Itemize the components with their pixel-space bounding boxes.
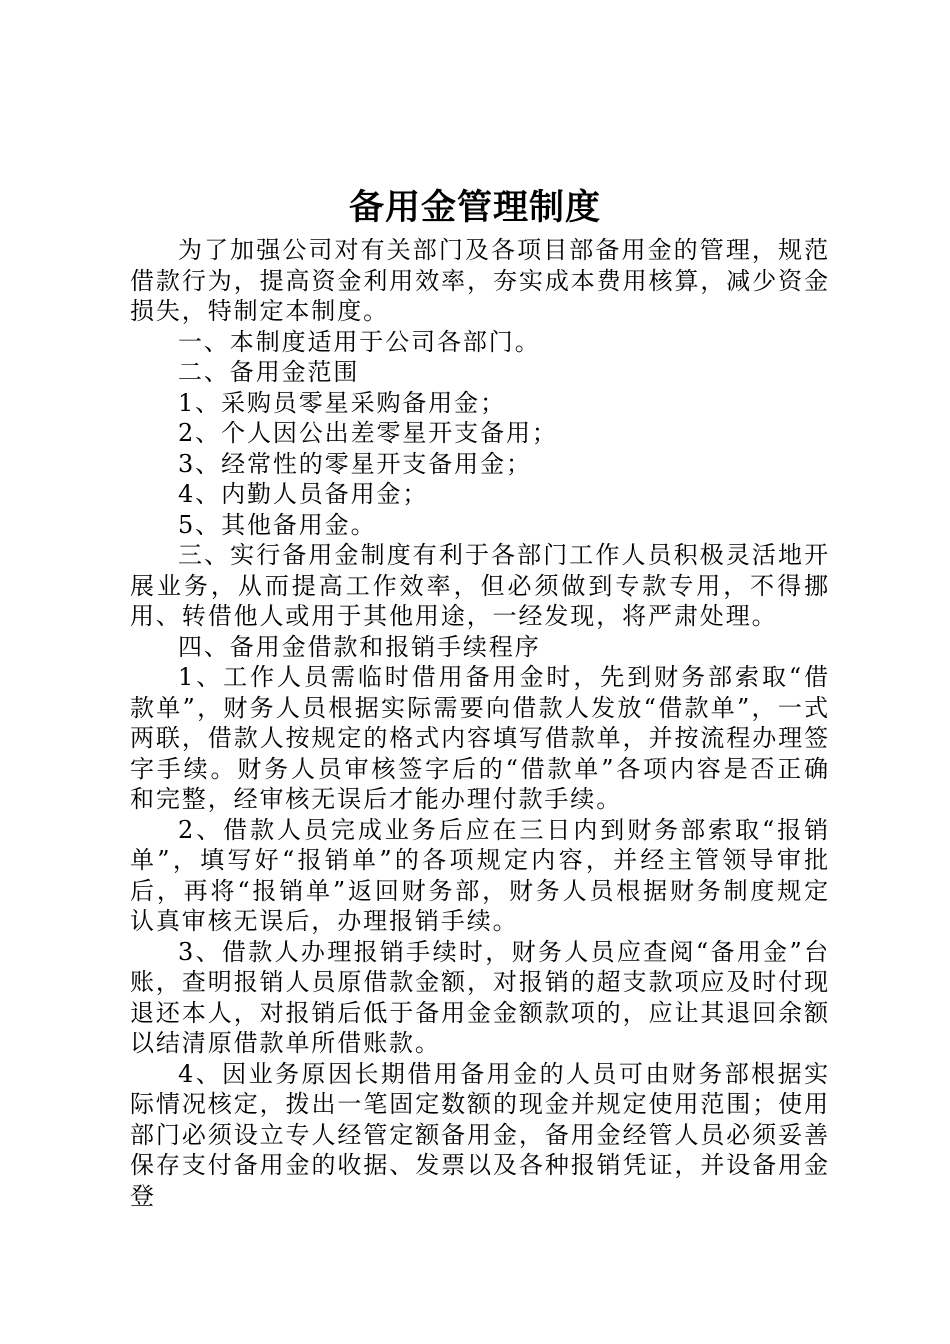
paragraph-list-item-1: 1、采购员零星采购备用金；	[178, 388, 506, 417]
document-title: 备用金管理制度	[348, 188, 601, 228]
paragraph-section-4: 四、备用金借款和报销手续程序	[178, 632, 541, 661]
paragraph-list-item-5: 5、其他备用金。	[178, 510, 377, 539]
paragraph-intro: 为了加强公司对有关部门及各项目部备用金的管理，规范借款行为，提高资金利用效率，夯实成本费用核算，减少资金损失，特制定本制度。	[130, 236, 830, 325]
paragraph-procedure-1: 1、工作人员需临时借用备用金时，先到财务部索取“借款单”，财务人员根据实际需要向借款人发放“借款单”，一式两联，借款人按规定的格式内容填写借款单，并按流程办理签字手续。财务人员审核签字后的“借款单”各项内容是否正确和完整，经审核无误后才能办理付款手续。	[130, 663, 830, 813]
paragraph-list-item-3: 3、经常性的零星开支备用金；	[178, 449, 532, 478]
paragraph-procedure-3: 3、借款人办理报销手续时，财务人员应查阅“备用金”台账，查明报销人员原借款金额，对报销的超支款项应及时付现退还本人，对报销后低于备用金金额款项的，应让其退回余额以结清原借款单所借账款。	[130, 937, 830, 1057]
document-body	[130, 235, 830, 1211]
paragraph-list-item-4: 4、内勤人员备用金；	[178, 480, 429, 508]
paragraph-procedure-4: 4、因业务原因长期借用备用金的人员可由财务部根据实际情况核定，拨出一笔固定数额的现金并规定使用范围；使用部门必须设立专人经管定额备用金，备用金经管人员必须妥善保存支付备用金的收据、发票以及各种报销凭证，并设备用金登	[130, 1059, 830, 1210]
paragraph-section-2: 二、备用金范围	[178, 358, 360, 386]
paragraph-section-1: 一、本制度适用于公司各部门。	[178, 327, 541, 356]
paragraph-procedure-2: 2、借款人员完成业务后应在三日内到财务部索取“报销单”，填写好“报销单”的各项规定内容，并经主管领导审批后，再将“报销单”返回财务部，财务人员根据财务制度规定认真审核无误后，办理报销手续。	[130, 815, 830, 935]
paragraph-section-3: 三、实行备用金制度有利于各部门工作人员积极灵活地开展业务，从而提高工作效率，但必须做到专款专用，不得挪用、转借他人或用于其他用途，一经发现，将严肃处理。	[130, 541, 830, 630]
paragraph-list-item-2: 2、个人因公出差零星开支备用；	[178, 419, 558, 447]
